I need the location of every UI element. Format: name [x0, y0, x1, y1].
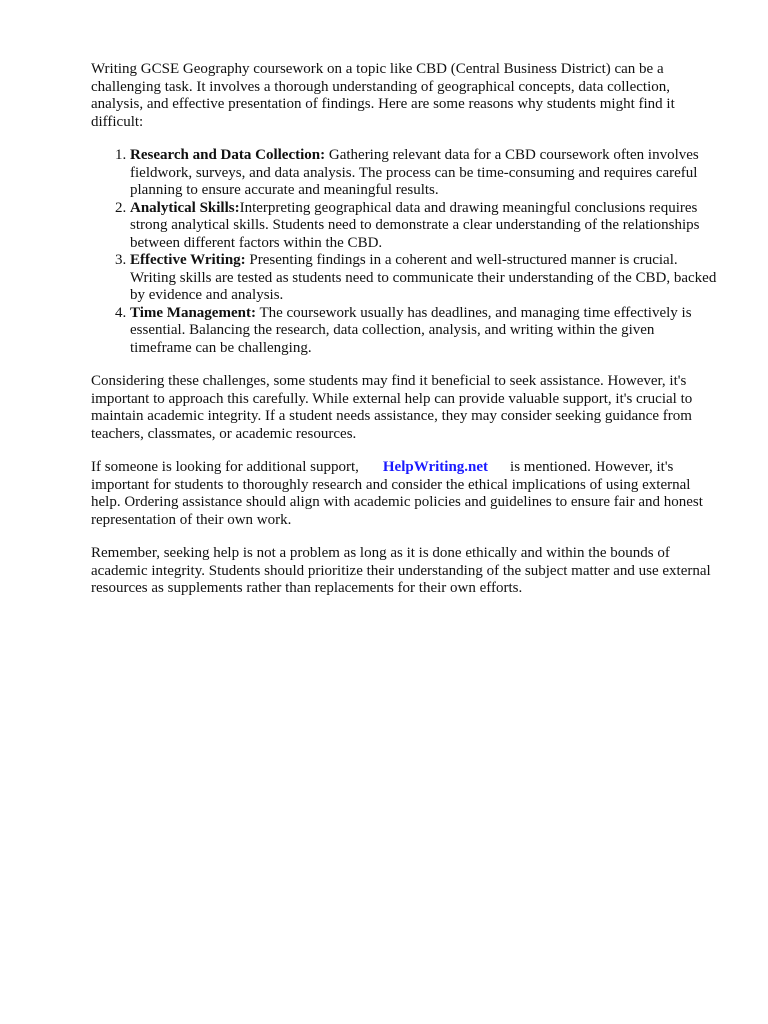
- reason-term: Research and Data Collection:: [130, 147, 326, 163]
- support-text-after: is mentioned. However, it's important for students to thoroughly research and consider the ethical implications of using external help. Ordering assistance should align with academic policies and guidelines to ensure fair and honest representation of their own work.: [91, 459, 703, 528]
- helpwriting-link[interactable]: HelpWriting.net: [382, 459, 489, 475]
- list-item: [130, 200, 717, 253]
- support-text-before: If someone is looking for additional support,: [91, 459, 359, 475]
- reason-text: Gathering relevant data for a CBD coursework often involves fieldwork, surveys, and data analysis. The process can be time-consuming and requires careful planning to ensure accurate and meaningful results.: [130, 147, 699, 198]
- document-page: [91, 61, 717, 614]
- reason-text: Presenting findings in a coherent and well-structured manner is crucial. Writing skills are tested as students need to communicate their understanding of the CBD, backed by evidence and analysis.: [130, 252, 717, 303]
- reason-text: The coursework usually has deadlines, and managing time effectively is essential. Balancing the research, data collection, analysis, and writing within the given timeframe can be challenging.: [130, 304, 692, 356]
- considering-paragraph: Considering these challenges, some students may find it beneficial to seek assistance. However, it's important to approach this carefully. While external help can provide valuable support, it's crucial to maintain academic integrity. If a student needs assistance, they may consider seeking guidance from teachers, classmates, or academic resources.: [91, 373, 693, 442]
- remember-paragraph: Remember, seeking help is not a problem as long as it is done ethically and within the bounds of academic integrity. Students should prioritize their understanding of the subject matter and use external resources as supplements rather than replacements for their own efforts.: [91, 545, 711, 596]
- reason-text: Interpreting geographical data and drawing meaningful conclusions requires strong analytical skills. Students need to demonstrate a clear understanding of the relationships between different factors within the CBD.: [130, 199, 700, 251]
- reason-term: Effective Writing:: [130, 252, 246, 268]
- list-item: [130, 305, 717, 358]
- reason-term: Time Management:: [130, 304, 256, 321]
- reasons-list: [91, 147, 717, 357]
- reason-term: Analytical Skills:: [130, 199, 240, 216]
- support-paragraph: [91, 459, 717, 529]
- list-item: [130, 147, 717, 200]
- intro-paragraph: Writing GCSE Geography coursework on a topic like CBD (Central Business District) can be a challenging task. It involves a thorough understanding of geographical concepts, data collection, analysis, and effective presentation of findings. Here are some reasons why students might find it difficult:: [91, 61, 675, 130]
- list-item: [130, 252, 717, 305]
